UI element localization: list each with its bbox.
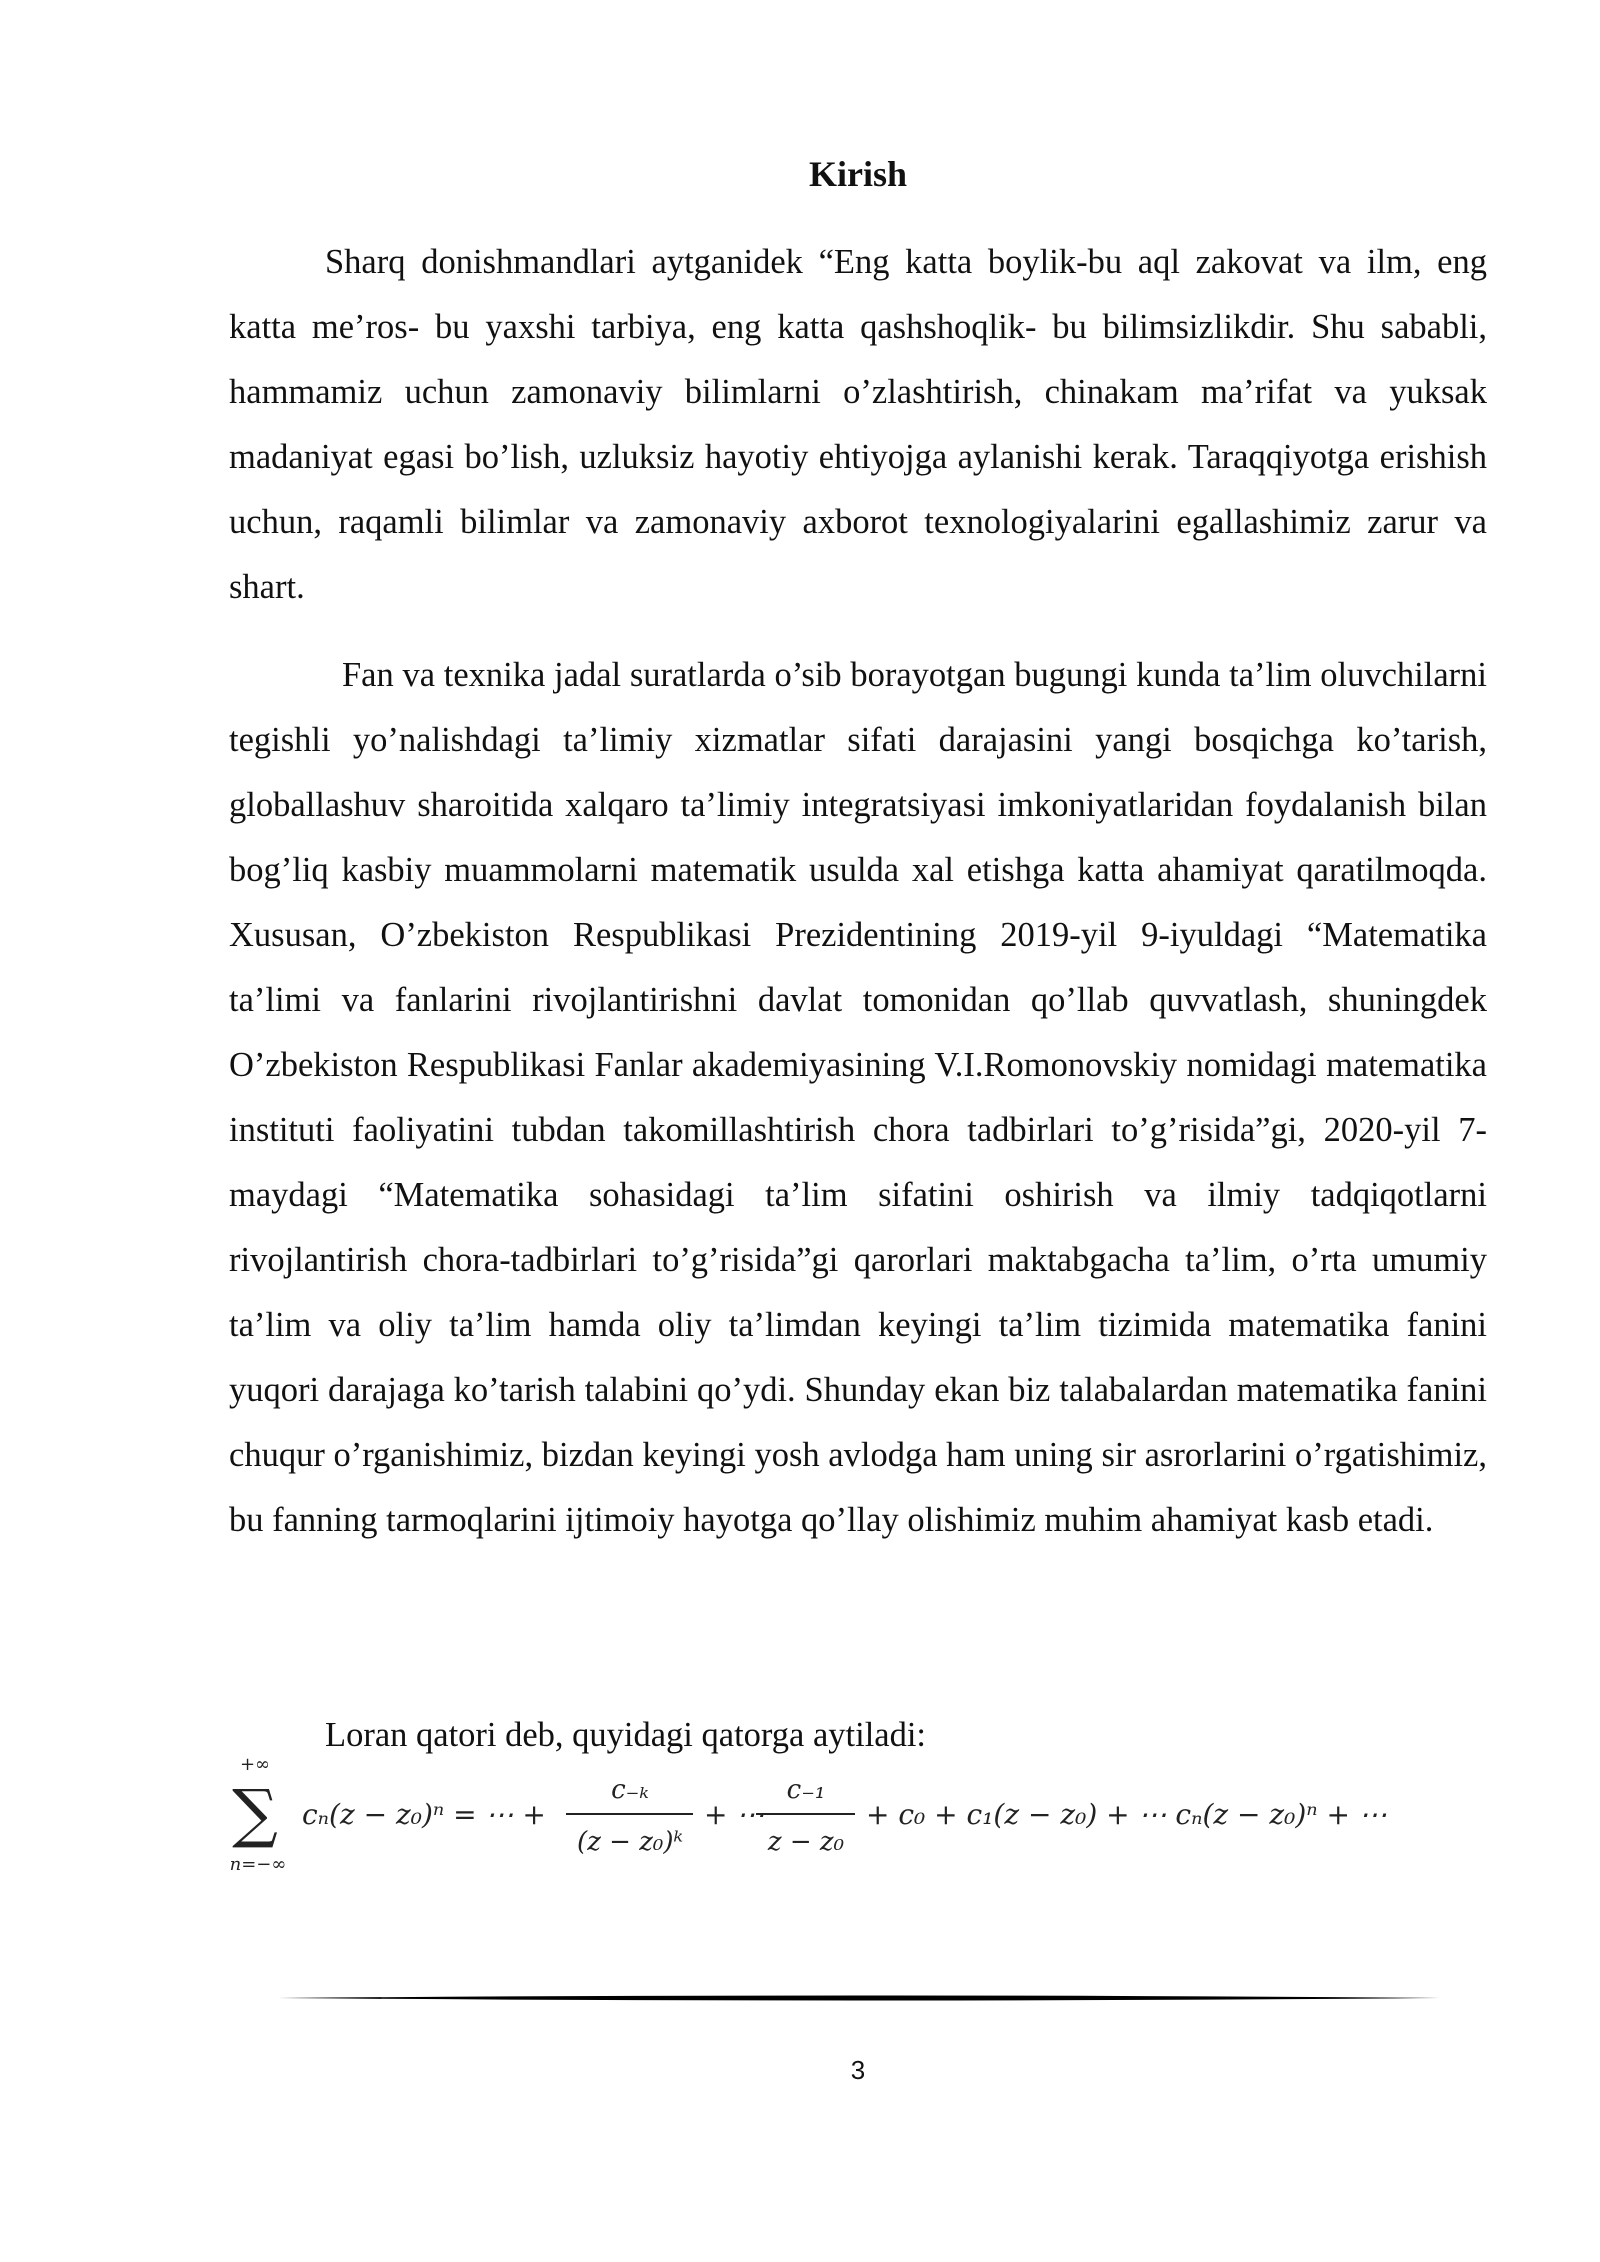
formula-between: + ⋯ (704, 1798, 765, 1831)
page-title: Kirish (808, 154, 907, 194)
paragraph-intro: Sharq donishmandlari aytganidek “Eng katta boylik-bu aql zakovat va ilm, eng katta me’ros- bu yaxshi tarbiya, eng katta qashshoqlik- bu bilimsizlikdir. Shu sababli, hammamiz uchun zamonaviy bilimlarni o’zlashtirish, chinakam ma’rifat va yuksak madaniyat egasi bo’lish, uzluksiz hayotiy ehtiyojga aylanishi kerak. Taraqqiyotga erishish uchun, raqamli bilimlar va zamonaviy axborot texnologiyalarini egallashimiz zarur va shart. (229, 243, 1487, 606)
footer-divider (278, 1990, 1440, 2000)
sigma-symbol: ∑ (232, 1777, 278, 1851)
fraction-2-numerator: c₋₁ (786, 1775, 826, 1805)
fraction-1-denominator: (z − z₀)ᵏ (577, 1827, 683, 1857)
page-number: 3 (850, 2055, 866, 2085)
paragraph-laurent-intro: Loran qatori deb, quyidagi qatorga aytiladi: (325, 1716, 927, 1754)
sum-upper-limit: +∞ (239, 1754, 271, 1775)
formula-tail: + c₀ + c₁(z − z₀) + ⋯ cₙ(z − z₀)ⁿ + ⋯ (866, 1798, 1387, 1831)
paragraph-decrees: Fan va texnika jadal suratlarda o’sib borayotgan bugungi kunda ta’lim oluvchilarni tegishli yo’nalishdagi ta’limiy xizmatlar sifati darajasini yangi bosqichga ko’tarish, globallashuv sharoitida xalqaro ta’limiy integratsiyasi imkoniyatlaridan foydalanish bilan bog’liq kasbiy muammolarni matematik usulda xal etishga katta ahamiyat qaratilmoqda. Xususan, O’zbekiston Respublikasi Prezidentining 2019-yil 9-iyuldagi “Matematika ta’limi va fanlarini rivojlantirishni davlat tomonidan qo’llab quvvatlash, shuningdek O’zbekiston Respublikasi Fanlar akademiyasining V.I.Romonovskiy nomidagi matematika instituti faoliyatini tubdan takomillashtirish chora tadbirlari to’g’risida”gi, 2020-yil 7-maydagi “Matematika sohasidagi ta’lim sifatini oshirish va ilmiy tadqiqotlarni rivojlantirish chora-tadbirlari to’g’risida”gi qarorlari maktabgacha ta’lim, o’rta umumiy ta’lim va oliy ta’lim hamda oliy ta’limdan keyingi ta’lim tizimida matematika fanini yuqori darajaga ko’tarish talabini qo’ydi. Shunday ekan biz talabalardan matematika fanini chuqur o’rganishimiz, bizdan keyingi yosh avlodga ham uning sir asrorlarini o’rgatishimiz, bu fanning tarmoqlarini ijtimoiy hayotga qo’llay olishimiz muhim ahamiyat kasb etadi. (229, 656, 1487, 1539)
formula-lhs: cₙ(z − z₀)ⁿ = ⋯ + (302, 1798, 546, 1831)
sum-lower-limit: n=−∞ (229, 1854, 287, 1875)
fraction-2-denominator: z − z₀ (767, 1827, 845, 1857)
fraction-1-numerator: c₋ₖ (611, 1775, 649, 1805)
laurent-series-formula (228, 1752, 1518, 1878)
